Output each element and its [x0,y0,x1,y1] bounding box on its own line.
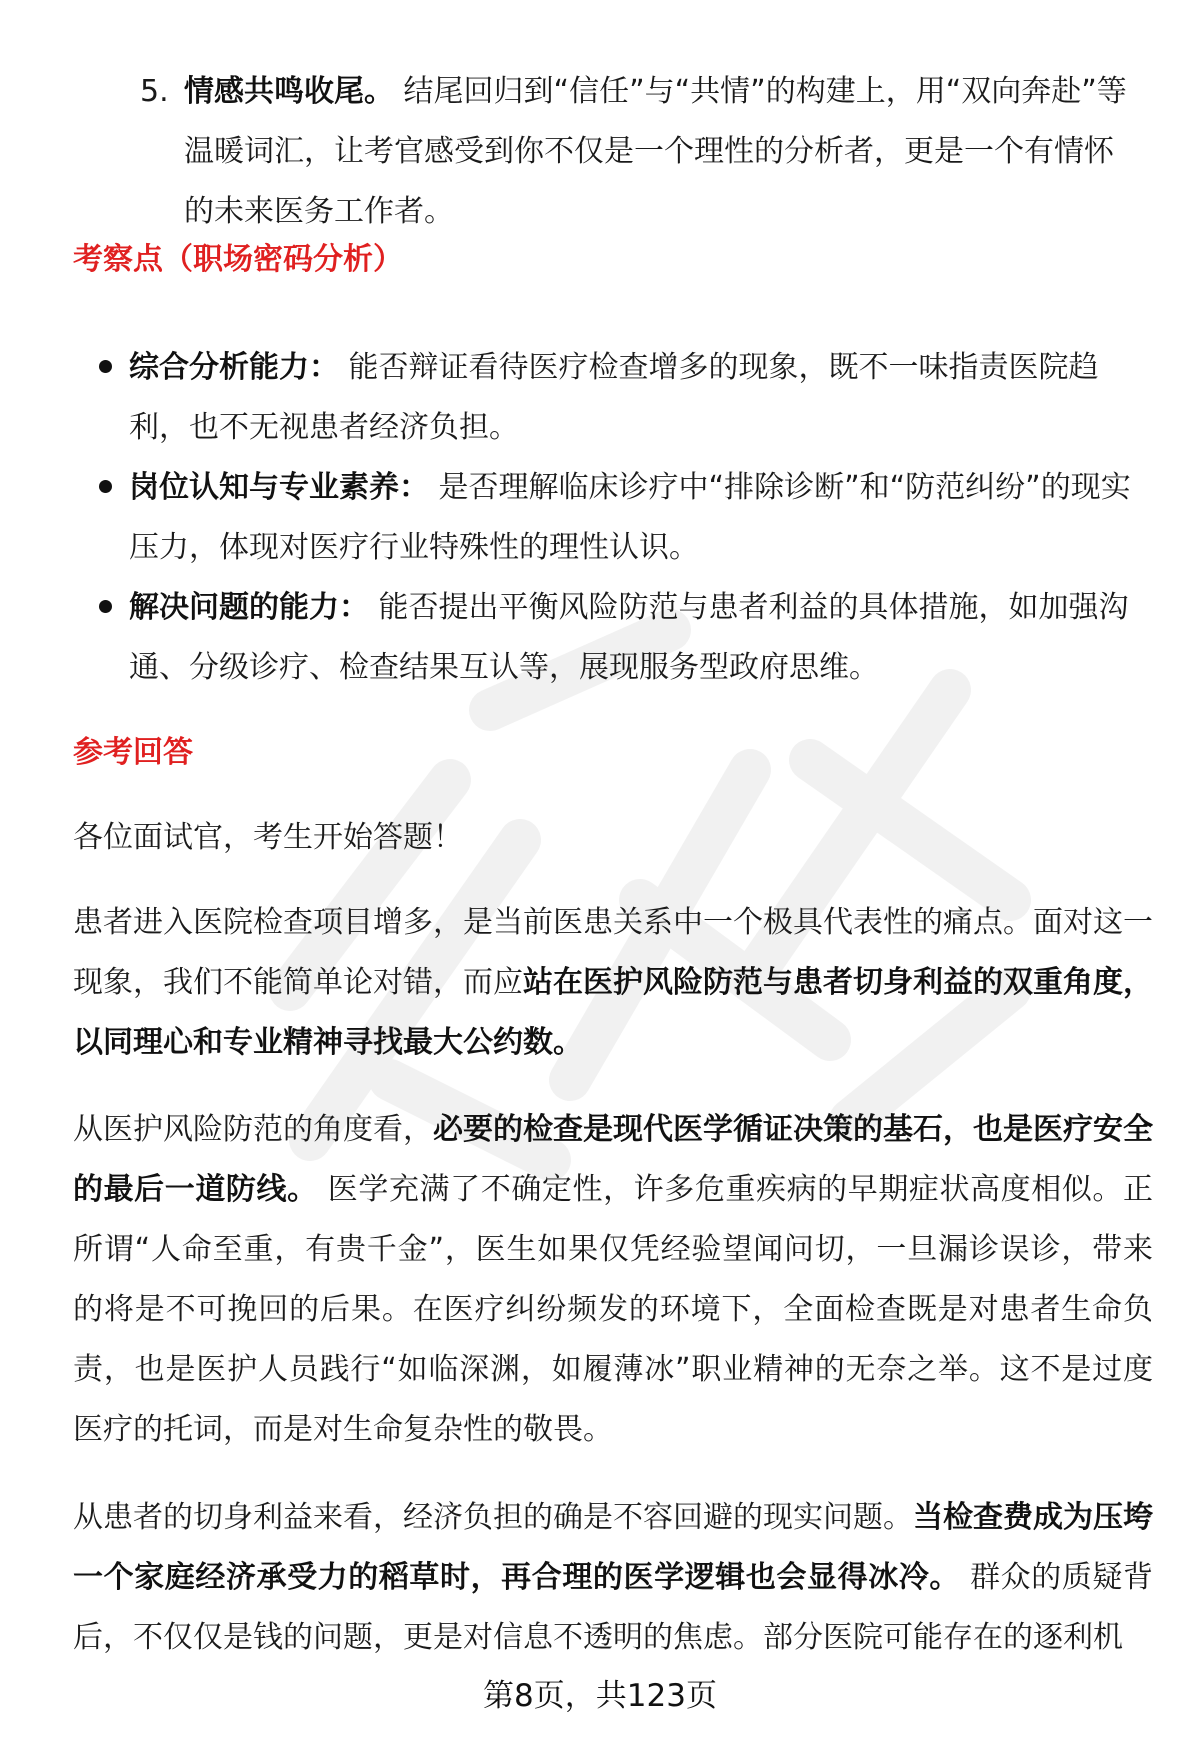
list-number: 5. [140,74,169,109]
list-item-heading: 情感共鸣收尾。 [184,74,394,109]
section-title-assessment: 考察点（职场密码分析） [73,242,403,277]
bullet-text: 能否辩证看待医疗检查增多的现象，既不一味指责医院趋利，也不无视患者经济负担。 [129,350,1099,445]
bullet-item [95,338,1155,458]
paragraph-emphasis: 当检查费成为压垮一个家庭经济承受力的稻草时，再合理的医学逻辑也会显得冰冷。 [73,1500,1153,1595]
paragraph-text-continued: 群众的质疑背后，不仅仅是钱的问题，更是对信息不透明的焦虑。部分医院可能存在的逐利机 [73,1560,1153,1655]
list-item-5 [140,62,1140,242]
page-footer: 第8页，共123页 [483,1678,717,1714]
bullet-text: 能否提出平衡风险防范与患者利益的具体措施，如加强沟通、分级诊疗、检查结果互认等，展现服务型政府思维。 [129,590,1129,685]
bullet-heading: 解决问题的能力： [129,590,369,625]
bullet-text: 是否理解临床诊疗中“排除诊断”和“防范纠纷”的现实压力，体现对医疗行业特殊性的理性认识。 [129,470,1131,565]
paragraph-text: 从医护风险防范的角度看， [73,1112,433,1147]
bullet-heading: 综合分析能力： [129,350,339,385]
bullet-item [95,578,1155,698]
section-title-reference-answer: 参考回答 [73,735,193,770]
answer-paragraph-1 [73,893,1153,1073]
assessment-bullet-list [95,338,1155,698]
bullet-dot-icon [99,600,112,613]
bullet-dot-icon [99,480,112,493]
answer-opening: 各位面试官，考生开始答题！ [73,820,463,855]
bullet-item [95,458,1155,578]
paragraph-emphasis: 站在医护风险防范与患者切身利益的双重角度，以同理心和专业精神寻找最大公约数。 [73,965,1153,1060]
answer-paragraph-3 [73,1488,1153,1668]
paragraph-text-continued: 医学充满了不确定性，许多危重疾病的早期症状高度相似。正所谓“人命至重，有贵千金”，医生如果仅凭经验望闻问切，一旦漏诊误诊，带来的将是不可挽回的后果。在医疗纠纷频发的环境下，全面检查既是对患者生命负责，也是医护人员践行“如临深渊，如履薄冰”职业精神的无奈之举。这不是过度医疗的托词，而是对生命复杂性的敬畏。 [73,1172,1154,1447]
bullet-heading: 岗位认知与专业素养： [129,470,429,505]
paragraph-text: 从患者的切身利益来看，经济负担的确是不容回避的现实问题。 [73,1500,913,1535]
list-item-text: 结尾回归到“信任”与“共情”的构建上，用“双向奔赴”等温暖词汇，让考官感受到你不仅是一个理性的分析者，更是一个有情怀的未来医务工作者。 [184,74,1127,229]
paragraph-text: 患者进入医院检查项目增多，是当前医患关系中一个极具代表性的痛点。面对这一现象，我们不能简单论对错，而应 [73,905,1153,1000]
bullet-dot-icon [99,360,112,373]
answer-paragraph-2 [73,1100,1153,1460]
paragraph-emphasis: 必要的检查是现代医学循证决策的基石，也是医疗安全的最后一道防线。 [73,1112,1153,1207]
